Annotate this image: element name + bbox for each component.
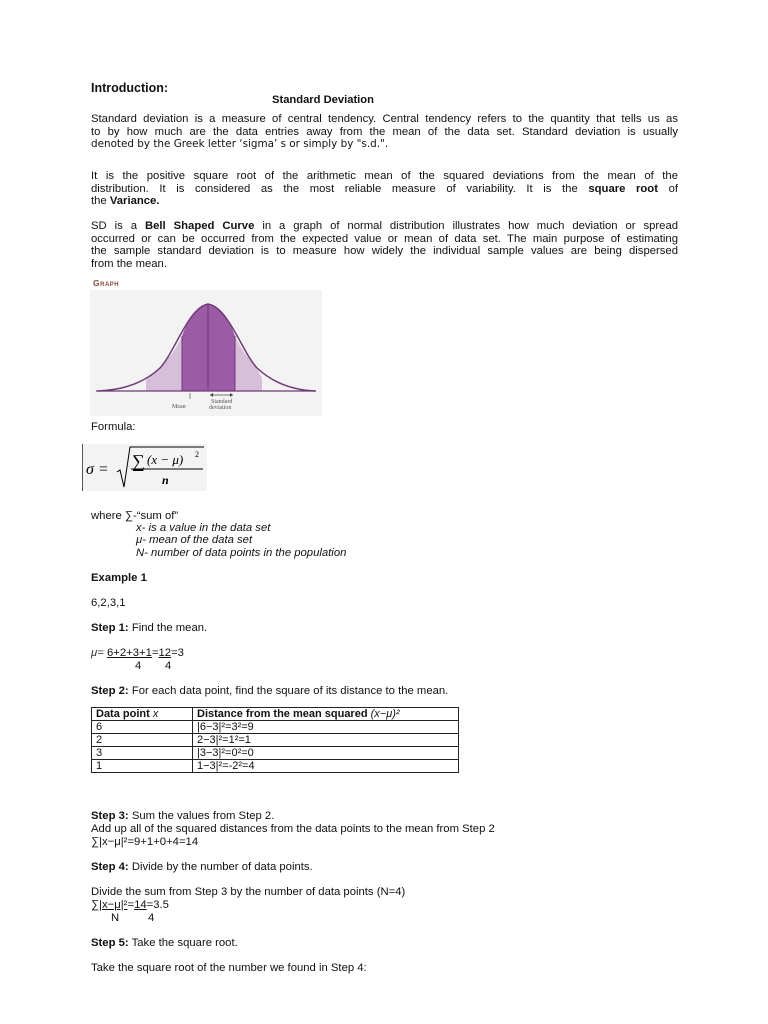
paragraph-line: distribution. It is considered as the most reliable measure of variability. It is the square root of <box>91 182 678 195</box>
table-row <box>92 721 459 734</box>
sd-label-1: Standard <box>211 399 233 405</box>
table-header-cell: Distance from the mean squared (x−μ)² <box>193 708 459 721</box>
where-n-definition: N- number of data points in the population <box>136 547 347 559</box>
step-4-description: Divide the sum from Step 3 by the number of data points (N=4) <box>91 886 406 898</box>
table-cell: 1 <box>92 760 193 773</box>
step-4-denominator-2: 4 <box>148 912 155 924</box>
distance-table <box>91 707 459 773</box>
paragraph-line: the sample standard deviation is to measure how widely the individual sample values are being dispersed <box>91 245 678 258</box>
step-1-denominator: 4 <box>135 660 142 672</box>
step-1-denominator-2: 4 <box>165 660 172 672</box>
table-row <box>92 760 459 773</box>
table-cell: |3−3|²=0²=0 <box>193 747 459 760</box>
formula-box <box>82 444 207 491</box>
table-cell: 1−3|²=-2²=4 <box>193 760 459 773</box>
where-mu-definition: μ- mean of the data set <box>136 534 253 546</box>
step-1-mean-numerator: μ= 6+2+3+1=12=3 <box>91 647 184 659</box>
introduction-heading: Introduction: <box>91 81 169 95</box>
step-2: Step 2: For each data point, find the square of its distance to the mean. <box>91 685 449 697</box>
formula-numerator: (x − μ) <box>147 452 184 467</box>
paragraph-line: It is the positive square root of the arithmetic mean of the squared deviations from the mean of the <box>91 170 678 182</box>
table-cell: 6 <box>92 721 193 734</box>
table-row <box>92 734 459 747</box>
sd-label-2: deviation <box>209 405 232 411</box>
formula-lhs: σ = <box>86 461 109 478</box>
formula-sum: ∑ <box>132 451 145 471</box>
step-1: Step 1: Find the mean. <box>91 622 208 634</box>
paragraph-definition <box>91 113 678 151</box>
where-sum-definition: where ∑-“sum of” <box>91 510 179 522</box>
bell-curve-graph <box>90 290 322 416</box>
table-cell: 3 <box>92 747 193 760</box>
formula-denominator: n <box>162 473 169 487</box>
step-3-sum: ∑|x−μ|²=9+1+0+4=14 <box>91 836 199 848</box>
step-5-description: Take the square root of the number we found in Step 4: <box>91 962 367 974</box>
step-5: Step 5: Take the square root. <box>91 937 238 949</box>
paragraph-line: SD is a Bell Shaped Curve in a graph of normal distribution illustrates how much deviation or spread <box>91 220 679 232</box>
formula-graphic <box>83 444 207 491</box>
step-4-fraction: ∑|x−μ|²=14=3.5 <box>91 899 169 911</box>
example-heading: Example 1 <box>91 572 147 584</box>
step-3: Step 3: Sum the values from Step 2. <box>91 810 275 822</box>
graph-label: Graph <box>93 278 120 288</box>
step-4-denominator: N <box>111 912 120 924</box>
table-header-cell: Data point x <box>92 708 193 721</box>
paragraph-square-root <box>91 170 678 208</box>
formula-label: Formula: <box>91 421 136 433</box>
paragraph-bell-curve <box>91 220 678 270</box>
table-cell: 2−3|²=1²=1 <box>193 734 459 747</box>
step-3-description: Add up all of the squared distances from the data points to the mean from Step 2 <box>91 823 495 835</box>
paragraph-line: from the mean. <box>91 257 167 270</box>
paragraph-line: denoted by the Greek letter ‘sigma’ s or simply by "s.d.". <box>91 138 389 151</box>
formula-exponent: 2 <box>195 450 199 459</box>
table-cell: 2 <box>92 734 193 747</box>
example-data: 6,2,3,1 <box>91 597 126 609</box>
mean-label: Mean <box>172 404 186 410</box>
table-cell: |6−3|²=3²=9 <box>193 721 459 734</box>
table-row <box>92 747 459 760</box>
step-4: Step 4: Divide by the number of data points. <box>91 861 313 873</box>
paragraph-line: to by how much are the data entries away from the mean of the data set. Standard deviation is usually <box>91 125 678 138</box>
paragraph-line: occurred or can be occurred from the expected value or mean of data set. The main purpose of estimating <box>91 232 678 245</box>
paragraph-line: the Variance. <box>91 195 160 208</box>
page-title: Standard Deviation <box>272 94 374 106</box>
where-x-definition: x- is a value in the data set <box>136 522 271 534</box>
paragraph-line: Standard deviation is a measure of central tendency. Central tendency refers to the quantity that tells us as <box>91 113 678 125</box>
table-header-row <box>92 708 459 721</box>
